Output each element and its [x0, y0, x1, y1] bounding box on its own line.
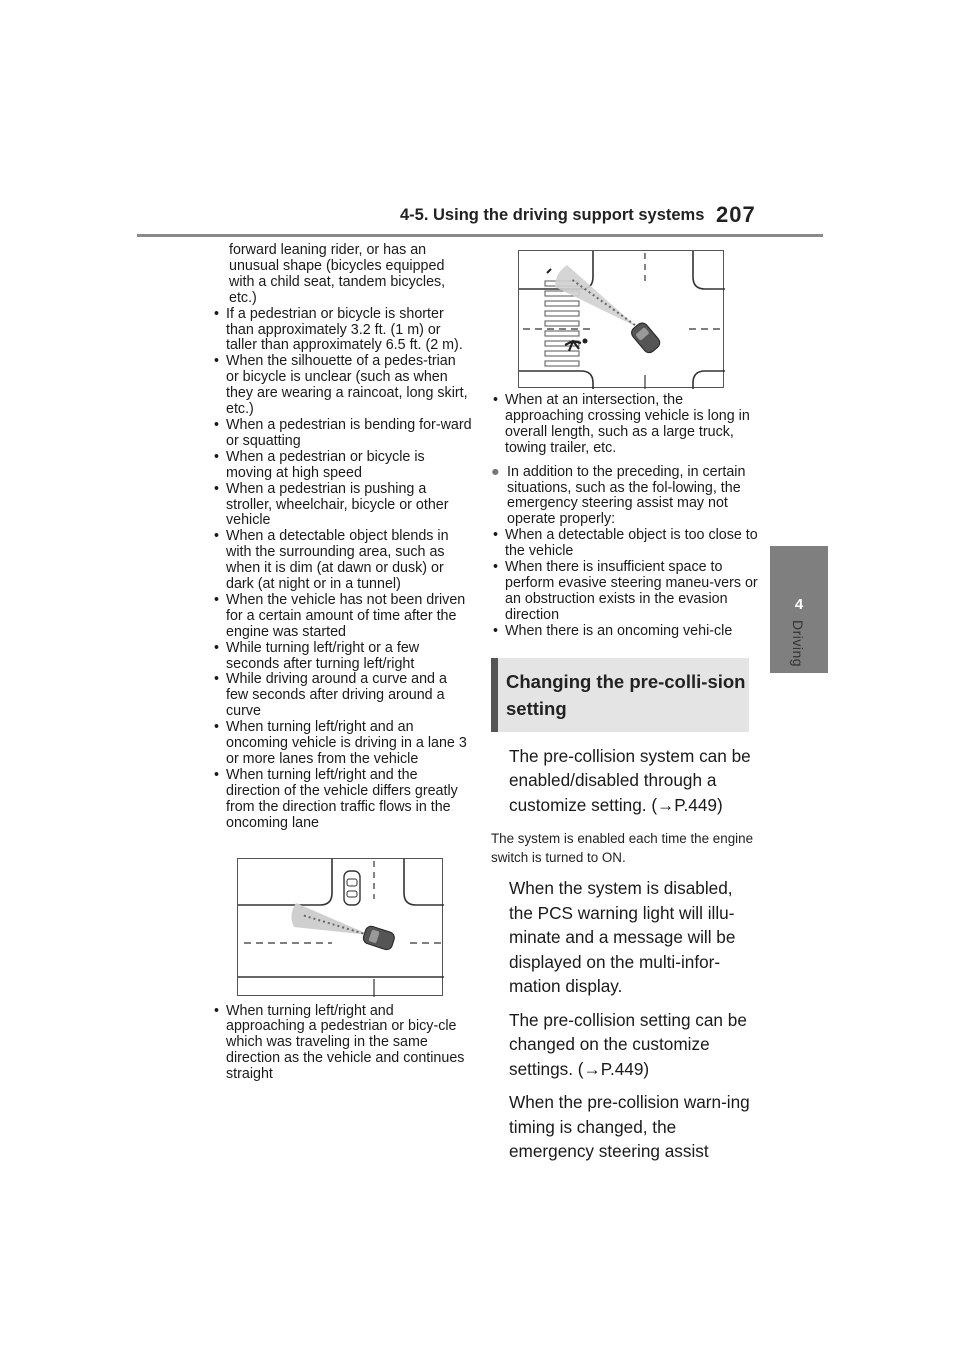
after-figure-list: [212, 1004, 472, 1084]
turning-diagram: [237, 858, 443, 996]
list-item: • When at an intersection, the approaching crossing vehicle is long in overall length, such as a large truck, towing trailer, etc.: [493, 392, 750, 456]
paragraph-item: The pre-collision system can be enabled/disabled through a customize setting. (→P.449): [509, 745, 751, 815]
note-text: The system is enabled each time the engine switch is turned to ON.: [491, 831, 754, 866]
intersection-diagram-illustration: [519, 251, 725, 389]
condition-list: [212, 307, 472, 832]
list-item: • If a pedestrian or bicycle is shorter than approximately 3.2 ft. (1 m) or taller than approximately 6.5 ft. (2 m).: [214, 305, 463, 354]
list-item: • When turning left/right and approaching a pedestrian or bicy-cle which was traveling in the same direction as the vehicle and continues straight: [214, 1002, 465, 1083]
list-item: • While turning left/right or a few seconds after turning left/right: [214, 639, 420, 672]
list-item: • When the silhouette of a pedes-trian or bicycle is unclear (such as when they are wearing a raincoat, long skirt, etc.): [214, 353, 468, 418]
list-item: • When a pedestrian or bicycle is moving at high speed: [214, 448, 425, 481]
paragraph-item: When the pre-collision warn-ing timing is changed, the emergency steering assist: [509, 1092, 750, 1162]
list-item: • When turning left/right and an oncoming vehicle is driving in a lane 3 or more lanes from the vehicle: [214, 719, 467, 767]
list-item: • When the vehicle has not been driven for a certain amount of time after the engine was started: [214, 591, 466, 640]
turning-diagram-illustration: [238, 859, 444, 997]
section-title: 4-5. Using the driving support systems: [400, 206, 705, 224]
list-item: • When a detectable object blends in with the surrounding area, such as when it is dim (at dawn or dusk) or dark (at night or in a tunnel): [214, 528, 449, 593]
circle-bullet-icon: ●: [491, 463, 500, 480]
paragraph-item: The pre-collision setting can be changed on the customize settings. (→P.449): [509, 1009, 747, 1079]
chapter-label: Driving: [790, 620, 806, 668]
left-column: [212, 243, 472, 1083]
right-column: [491, 250, 761, 1164]
right-condition-list: [491, 393, 761, 457]
list-item: • When there is an oncoming vehi-cle: [493, 622, 733, 639]
list-item: • When turning left/right and the direction of the vehicle differs greatly from the direction traffic flows in the oncoming lane: [214, 766, 458, 831]
continued-text: forward leaning rider, or has an unusual shape (bicycles equipped with a child seat, tandem bicycles, etc.): [229, 242, 446, 306]
page-number: 207: [716, 202, 756, 227]
intersection-diagram: [518, 250, 724, 388]
sub-item-list: [491, 528, 761, 639]
circle-note: ● In addition to the preceding, in certain situations, such as the fol-lowing, the emergency steering assist may not operate properly:: [491, 463, 746, 528]
header-rule: [137, 234, 823, 237]
list-item: • When a detectable object is too close to the vehicle: [493, 527, 758, 560]
list-item: • When there is insufficient space to perform evasive steering maneu-vers or an obstruction exists in the evasion direction: [493, 559, 758, 623]
list-item: • While driving around a curve and a few seconds after driving around a curve: [214, 671, 447, 720]
paragraph-item: When the system is disabled, the PCS warning light will illu-minate and a message will be displayed on the multi-infor-mation display.: [509, 878, 736, 997]
list-item: • When a pedestrian is bending for-ward or squatting: [214, 416, 472, 449]
section-heading-box: [491, 658, 749, 732]
list-item: • When a pedestrian is pushing a stroller, wheelchair, bicycle or other vehicle: [214, 480, 449, 529]
chapter-number: 4: [794, 596, 804, 613]
section-heading: Changing the pre-colli-sion setting: [506, 670, 746, 719]
